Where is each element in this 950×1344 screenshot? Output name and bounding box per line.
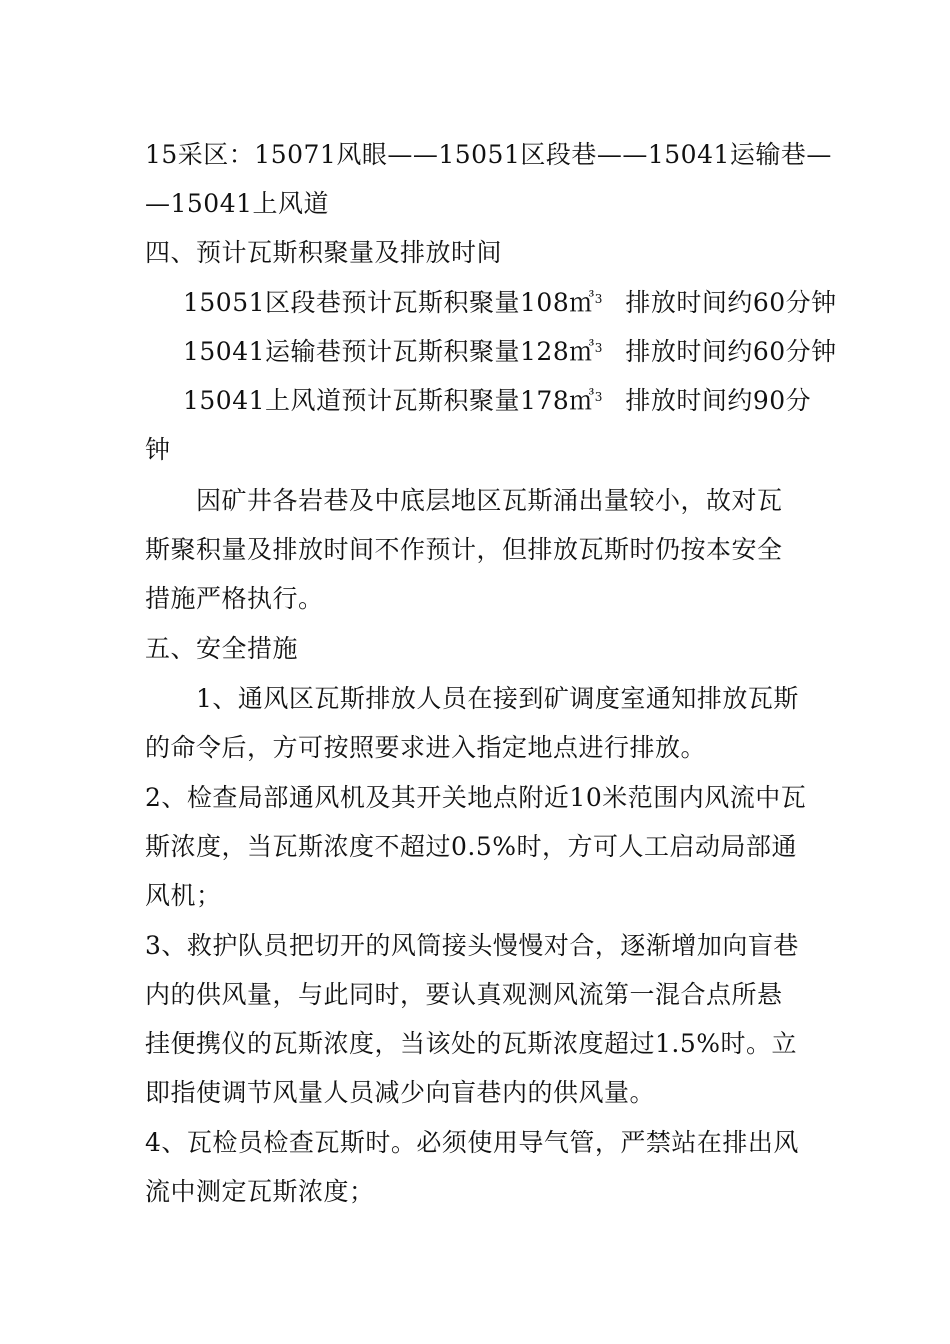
estimate-3-sup: 3 bbox=[594, 390, 603, 404]
measure-1-line-1: 1、通风区瓦斯排放人员在接到矿调度室通知排放瓦斯 bbox=[196, 684, 799, 713]
note-line-1: 因矿井各岩巷及中底层地区瓦斯涌出量较小，故对瓦 bbox=[196, 486, 783, 515]
measure-3-line-1: 3、救护队员把切开的风筒接头慢慢对合，逐渐增加向盲巷 bbox=[145, 931, 799, 960]
estimate-3-time: 排放时间约90分 bbox=[625, 386, 812, 415]
estimate-2 bbox=[183, 337, 837, 367]
measure-2-line-1: 2、检查局部通风机及其开关地点附近10米范围内风流中瓦 bbox=[145, 783, 807, 812]
route-line-1: 15采区：15071风眼——15051区段巷——15041运输巷— bbox=[145, 140, 832, 169]
note-line-3: 措施严格执行。 bbox=[145, 584, 324, 613]
estimate-3-wrap: 钟 bbox=[145, 435, 171, 464]
estimate-1-text: 15051区段巷预计瓦斯积聚量108㎥ bbox=[183, 288, 595, 317]
measure-2-line-3: 风机； bbox=[145, 881, 222, 910]
section-five-heading: 五、安全措施 bbox=[145, 634, 299, 663]
measure-1-line-2: 的命令后，方可按照要求进入指定地点进行排放。 bbox=[145, 733, 707, 762]
section-four-heading: 四、预计瓦斯积聚量及排放时间 bbox=[145, 238, 503, 267]
measure-4-line-2: 流中测定瓦斯浓度； bbox=[145, 1177, 375, 1206]
measure-3-line-4: 即指使调节风量人员减少向盲巷内的供风量。 bbox=[145, 1078, 656, 1107]
estimate-2-text: 15041运输巷预计瓦斯积聚量128㎥ bbox=[183, 337, 595, 366]
measure-3-line-3: 挂便携仪的瓦斯浓度，当该处的瓦斯浓度超过1.5%时。立 bbox=[145, 1029, 798, 1058]
measure-2-line-2: 斯浓度，当瓦斯浓度不超过0.5%时，方可人工启动局部通 bbox=[145, 832, 798, 861]
measure-3-line-2: 内的供风量，与此同时，要认真观测风流第一混合点所悬 bbox=[145, 980, 783, 1009]
estimate-2-time: 排放时间约60分钟 bbox=[625, 337, 837, 366]
estimate-1-time: 排放时间约60分钟 bbox=[625, 288, 837, 317]
route-line-2: —15041上风道 bbox=[145, 189, 330, 218]
estimate-1-sup: 3 bbox=[594, 292, 603, 306]
estimate-3-text: 15041上风道预计瓦斯积聚量178㎥ bbox=[183, 386, 595, 415]
estimate-2-sup: 3 bbox=[594, 341, 603, 355]
measure-4-line-1: 4、瓦检员检查瓦斯时。必须使用导气管，严禁站在排出风 bbox=[145, 1128, 799, 1157]
estimate-3 bbox=[183, 386, 811, 416]
estimate-1 bbox=[183, 288, 837, 318]
note-line-2: 斯聚积量及排放时间不作预计，但排放瓦斯时仍按本安全 bbox=[145, 535, 783, 564]
